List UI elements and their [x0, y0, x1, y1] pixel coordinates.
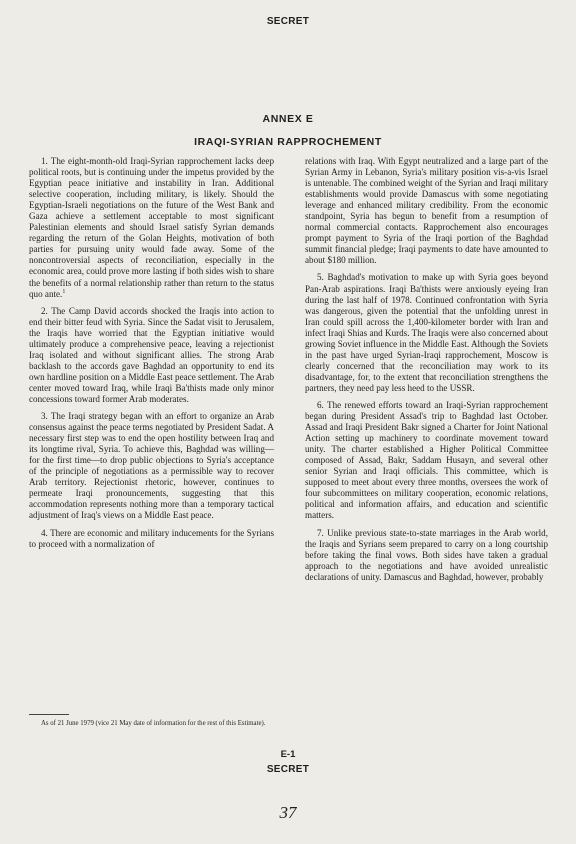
annex-page-label: E-1 [280, 749, 296, 760]
footnote-rule [29, 714, 69, 715]
paragraph-2: 2. The Camp David accords shocked the Iraqis into action to end their bitter feud with Syria. Since the Sadat visit to Jerusalem, the Iraqis have worried that the Egyptian initiative would ultimately produce a comprehensive peace, leaving a rejectionist Iraq isolated and without significant allies. The strong Arab backlash to the accords gave Baghdad an opportunity to end its own hardline position on a Middle East peace settlement. The Arab center moved toward Iraq, while Iraqi Ba'thists made only minor concessions toward former Arab moderates. [29, 305, 274, 404]
paragraph-7: 7. Unlike previous state-to-state marriages in the Arab world, the Iraqis and Syrians seem prepared to carry on a long courtship before taking the final vows. Both sides have taken a gradual approach to the negotiations and have avoided unrealistic declarations of unity. Damascus and Baghdad, however, probably [305, 527, 548, 582]
right-column [305, 156, 548, 589]
annex-title: ANNEX E [262, 113, 314, 125]
footnote: As of 21 June 1979 (vice 21 May date of information for the rest of this Estimate). [41, 720, 266, 727]
paragraph-3: 3. The Iraqi strategy began with an effort to organize an Arab consensus against the peace terms negotiated by President Sadat. A necessary first step was to end the open hostility between Iraq and its longtime rival, Syria. To achieve this, Baghdad was willing—for the first time—to drop public objections to Syria's acceptance of the principle of negotiations as a permissible way to recover Arab territory. Rejectionist rhetoric, however, continues to permeate Iraqi pronouncements, suggesting that this accommodation represents nothing more than a temporary tactical adjustment of Iraq's views on a Middle East peace. [29, 411, 274, 521]
paragraph-4-start: 4. There are economic and military inducements for the Syrians to proceed with a normalization of [29, 527, 274, 549]
footnote-mark: 1 [62, 288, 66, 295]
page-number: 37 [279, 803, 297, 822]
paragraph-6: 6. The renewed efforts toward an Iraqi-Syrian rapprochement began during President Assad's trip to Baghdad last October. Assad and Iraqi President Bakr signed a Charter for Joint National Action setting up machinery to coordinate movement toward unity. The charter established a Higher Political Committee composed of Assad, Bakr, Saddam Husayn, and several other senior Syrian and Iraqi officials. This committee, which is supposed to meet about every three months, oversees the work of four subcommittees on military cooperation, economic relations, political and information affairs, and education and scientific matters. [305, 399, 548, 521]
paragraph-1 [29, 156, 274, 300]
annex-subtitle: IRAQI-SYRIAN RAPPROCHEMENT [194, 136, 382, 148]
top-classification-marking: SECRET [266, 16, 310, 27]
left-column [29, 156, 274, 556]
paragraph-5: 5. Baghdad's motivation to make up with Syria goes beyond Pan-Arab aspirations. Iraqi Ba'thists were anxiously eyeing Iran during the last half of 1978. Continued confrontation with Syria was dangerous, given the potential that the unfolding unrest in Iran could spill across the 1,400-kilometer border with Iran and infect Iraqi Shias and Kurds. The Iraqis were also concerned about growing Soviet influence in the Middle East. Although the Soviets in the past have urged Syrian-Iraqi rapprochement, Moscow is clearly concerned that the reconciliation may work to its disadvantage, for, to the extent that reconciliation strengthens the partners, they need pay less heed to the USSR. [305, 272, 548, 393]
bottom-classification-marking: SECRET [266, 764, 310, 775]
paragraph-1-text: 1. The eight-month-old Iraqi-Syrian rapprochement lacks deep political roots, but is continuing under the impetus provided by the Egyptian peace initiative and instability in Iran. Additional selective cooperation, including military, is likely. Should the Egyptian-Israeli negotiations on the future of the West Bank and Gaza achieve a settlement acceptable to most significant Palestinian elements and should Israel satisfy Syrian demands regarding the return of the Golan Heights, motivation of both parties for pursuing unity would fade away. Some of the noncontroversial aspects of reconciliation, especially in the economic area, could prove more lasting if both sides wish to share the benefits of a normal relationship rather than return to the status quo ante. [29, 156, 274, 299]
paragraph-4-continued: relations with Iraq. With Egypt neutralized and a large part of the Syrian Army in Lebanon, Syria's military position vis-a-vis Israel is untenable. The combined weight of the Syrian and Iraqi military establishments would provide Damascus with some negotiating leverage and enhanced military credibility. From the economic standpoint, Syria has begun to benefit from a resumption of normal commercial contacts. Rapprochement also encourages prompt payment to Syria of the Iraqi portion of the Baghdad summit financial pledge; Iraqi payments to date have amounted to about $180 million. [305, 156, 548, 266]
